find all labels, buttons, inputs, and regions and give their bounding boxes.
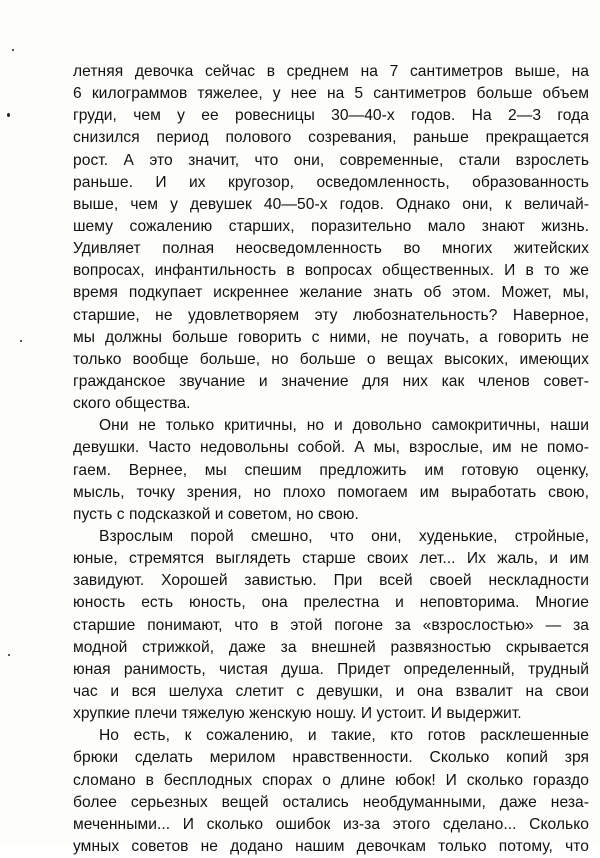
text-line: Они не только критичны, но и довольно самокритичны, наши [99,417,589,435]
text-line: гражданское звучание и значение для них как членов совет- [73,372,589,390]
text-line: мысль, точку зрения, но плохо помогаем им выработать свою, [73,483,589,501]
text-line: летняя девочка сейчас в среднем на 7 сантиметров выше, на [73,63,589,80]
text-line: брюки сделать мерилом нравственности. Сколько копий зря [73,749,589,767]
text-line: ского общества. [73,395,191,413]
text-line: более серьезных вещей остались необдуманными, даже неза- [73,793,589,811]
text-line: юность есть юность, она прелестна и неповторима. Многие [73,594,589,612]
text-line: старшие, не удовлетворяем эту любознательность? Наверное, [73,306,589,324]
text-line: Но есть, к сожалению, и такие, кто готов расклешенные [99,727,589,745]
text-line: модной стрижкой, даже за внешней развязностью скрывается [73,638,589,656]
paragraph [73,725,589,858]
text-line: гаем. Вернее, мы спешим предложить им готовую оценку, [73,461,589,479]
text-line: сломано в бесплодных спорах о длине юбок! И сколько гораздо [73,771,589,789]
scan-speck [8,654,10,656]
text-line: снизился период полового созревания, раньше прекращается [73,129,589,147]
text-line: мы должны больше говорить с ними, не поучать, а говорить не [73,328,589,346]
text-line: 6 килограммов тяжелее, у нее на 5 сантиметров больше объем [73,85,589,103]
text-line: умных советов не додано нашим девочкам только потому, что [73,837,589,855]
text-line: шему сожалению старших, поразительно мало знают жизнь. [73,217,589,235]
text-line: час и вся шелуха слетит с девушки, и она взвалит на свои [73,682,589,700]
text-line: раньше. И их кругозор, осведомленность, образованность [73,173,589,191]
text-line: только вообще больше, но больше о вещах высоких, имеющих [73,350,589,368]
text-line: вопросах, инфантильность в вопросах общественных. И в то же [73,262,589,280]
text-line: юная ранимость, чистая душа. Придет определенный, трудный [73,660,589,678]
text-line: старшие понимают, что в этой погоне за «взрослостью» — за [73,616,589,634]
text-line: рост. А это значит, что они, современные, стали взрослеть [73,151,589,169]
text-line: меченными... И сколько ошибок из-за этого сделано... Сколько [73,815,589,833]
body-text [73,61,589,858]
text-line: девушки. Часто недовольны собой. А мы, взрослые, им не помо- [73,439,589,457]
text-line: Взрослым порой смешно, что они, худенькие, стройные, [99,527,589,545]
text-line: груди, чем у ее ровесницы 30—40-х годов. На 2—3 года [73,107,589,125]
text-line: юные, стремятся выглядеть старше своих лет... Их жаль, и им [73,550,589,568]
text-line: Удивляет полная неосведомленность во многих житейских [73,240,589,258]
text-line: выше, чем у девушек 40—50-х годов. Однако они, к величай- [73,195,589,213]
paragraph [73,526,589,725]
scan-speck [7,113,10,117]
paragraph [73,415,589,526]
scan-speck [12,49,14,51]
scan-speck [20,340,22,342]
text-line: хрупкие плечи тяжелую женскую ношу. И устоит. И выдержит. [73,705,522,723]
text-line: завидуют. Хорошей завистью. При всей своей нескладности [73,572,589,590]
text-line: время подкупает искреннее желание знать об этом. Может, мы, [73,284,589,302]
text-line: пусть с подсказкой и советом, но свою. [73,505,359,523]
paragraph [73,61,589,415]
